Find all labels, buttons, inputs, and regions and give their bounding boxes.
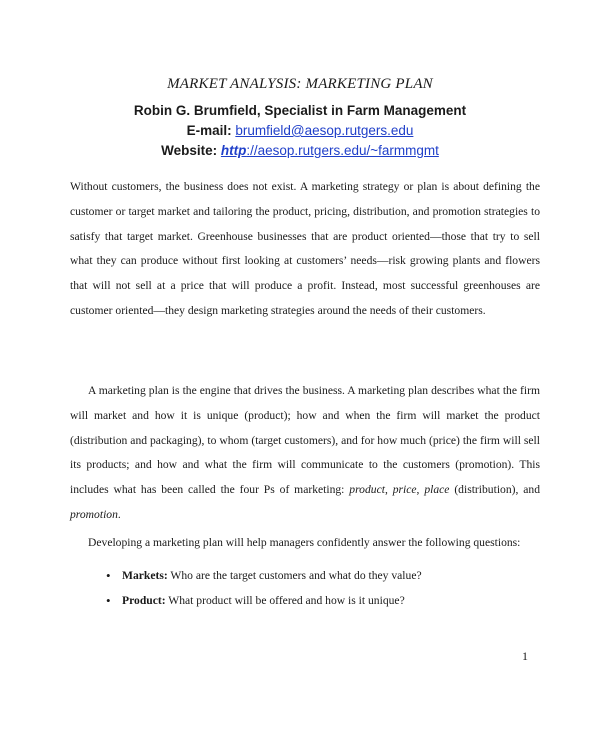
p2-mid: (distribution), and [449, 483, 541, 497]
paragraph-intro: Without customers, the business does not exist. A marketing strategy or plan is about defining the customer or target market and tailoring the product, pricing, distribution, and promotion strategies to satisfy that target market. Greenhouse businesses that are product oriented—those that try to sell what they can produce without first looking at customers’ needs—risk growing plants and flowers that will not sell at a price that will produce a profit. Instead, most successful greenhouses are customer oriented—they design marketing strategies around the needs of their customers. [70, 180, 540, 317]
list-item [70, 589, 540, 614]
p2-text: A marketing plan is the engine that drives the business. A marketing plan describes what the firm will market and how it is unique (product); how and when the firm will market the product (distribution and packaging), to whom (target customers), and for how much (price) the firm will sell its products; and how and what the firm will communicate to the customers (promotion). This includes what has been called the four Ps of marketing: [70, 384, 540, 497]
website-label: Website: [161, 143, 221, 158]
bullet-term: Markets: [122, 569, 168, 582]
list-item [70, 564, 540, 589]
author-line: Robin G. Brumfield, Specialist in Farm Management [133, 103, 467, 118]
p2-place: place [424, 483, 450, 497]
bullet-term: Product: [122, 593, 166, 607]
p2-end: . [117, 507, 121, 521]
email-label: E-mail: [186, 123, 236, 138]
paragraph-marketing-plan [70, 379, 540, 528]
paragraph-questions: Developing a marketing plan will help managers confidently answer the following questions: [88, 536, 521, 549]
email-link[interactable]: brumfield@aesop.rutgers.edu [235, 123, 414, 138]
questions-list [70, 564, 540, 614]
p2-sep1: , [384, 483, 393, 497]
bullet-text: Who are the target customers and what do they value? [167, 569, 422, 582]
website-link-protocol[interactable]: http [220, 143, 247, 158]
bullet-icon: • [106, 592, 111, 608]
bullet-icon: • [106, 568, 111, 583]
website-line [0, 143, 600, 158]
p2-price: price [392, 483, 417, 497]
p2-product: product [349, 483, 385, 497]
page-number: 1 [522, 649, 528, 663]
bullet-text: What product will be offered and how is it unique? [165, 593, 405, 607]
document-title: MARKET ANALYSIS: MARKETING PLAN [167, 76, 433, 92]
email-line [0, 123, 600, 138]
p2-sep2: , [416, 483, 425, 497]
p2-promotion: promotion [70, 507, 118, 521]
website-link[interactable]: ://aesop.rutgers.edu/~farmmgmt [246, 143, 439, 158]
